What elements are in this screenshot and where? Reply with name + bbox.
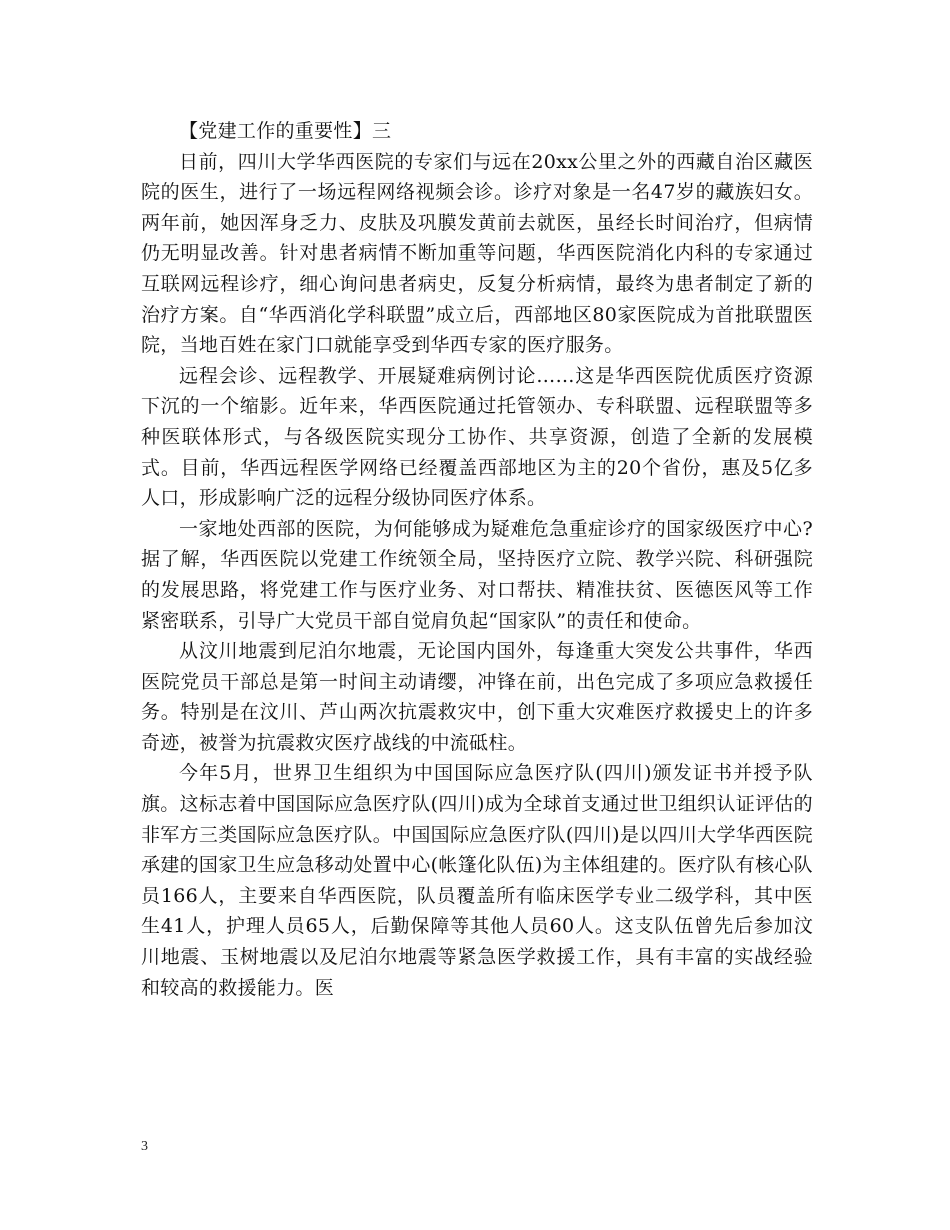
paragraph-medical-alliance: 远程会诊、远程教学、开展疑难病例讨论……这是华西医院优质医疗资源下沉的一个缩影。近年来，华西医院通过托管领办、专科联盟、远程联盟等多种医联体形式，与各级医院实现分工协作、共享资源，创造了全新的发展模式。目前，华西远程医学网络已经覆盖西部地区为主的20个省份，惠及5亿多人口，形成影响广泛的远程分级协同医疗体系。 xyxy=(141,364,813,510)
paragraph-party-building: 一家地处西部的医院，为何能够成为疑难危急重症诊疗的国家级医疗中心?据了解，华西医院以党建工作统领全局，坚持医疗立院、教学兴院、科研强院的发展思路，将党建工作与医疗业务、对口帮扶、精准扶贫、医德医风等工作紧密联系，引导广大党员干部自觉肩负起“国家队”的责任和使命。 xyxy=(141,517,813,632)
paragraph-earthquake-relief: 从汶川地震到尼泊尔地震，无论国内国外，每逢重大突发公共事件，华西医院党员干部总是第一时间主动请缨，冲锋在前，出色完成了多项应急救援任务。特别是在汶川、芦山两次抗震救灾中，创下重大灾难医疗救援史上的许多奇迹，被誉为抗震救灾医疗战线的中流砥柱。 xyxy=(141,640,813,754)
section-heading: 【党建工作的重要性】三 xyxy=(179,120,392,142)
paragraph-remote-consultation: 日前，四川大学华西医院的专家们与远在20xx公里之外的西藏自治区藏医院的医生，进行了一场远程网络视频会诊。诊疗对象是一名47岁的藏族妇女。两年前，她因浑身乏力、皮肤及巩膜发黄前去就医，虽经长时间治疗，但病情仍无明显改善。针对患者病情不断加重等问题，华西医院消化内科的专家通过互联网远程诊疗，细心询问患者病史，反复分析病情，最终为患者制定了新的治疗方案。自“华西消化学科联盟”成立后，西部地区80家医院成为首批联盟医院，当地百姓在家门口就能享受到华西专家的医疗服务。 xyxy=(141,150,813,357)
page-number: 3 xyxy=(141,1139,148,1154)
paragraph-emergency-team: 今年5月，世界卫生组织为中国国际应急医疗队(四川)颁发证书并授予队旗。这标志着中国国际应急医疗队(四川)成为全球首支通过世卫组织认证评估的非军方三类国际应急医疗队。中国国际应急医疗队(四川)是以四川大学华西医院承建的国家卫生应急移动处置中心(帐篷化队伍)为主体组建的。医疗队有核心队员166人，主要来自华西医院，队员覆盖所有临床医学专业二级学科，其中医生41人，护理人员65人，后勤保障等其他人员60人。这支队伍曾先后参加汶川地震、玉树地震以及尼泊尔地震等紧急医学救援工作，具有丰富的实战经验和较高的救援能力。医 xyxy=(141,762,813,999)
document-body xyxy=(141,116,813,1003)
